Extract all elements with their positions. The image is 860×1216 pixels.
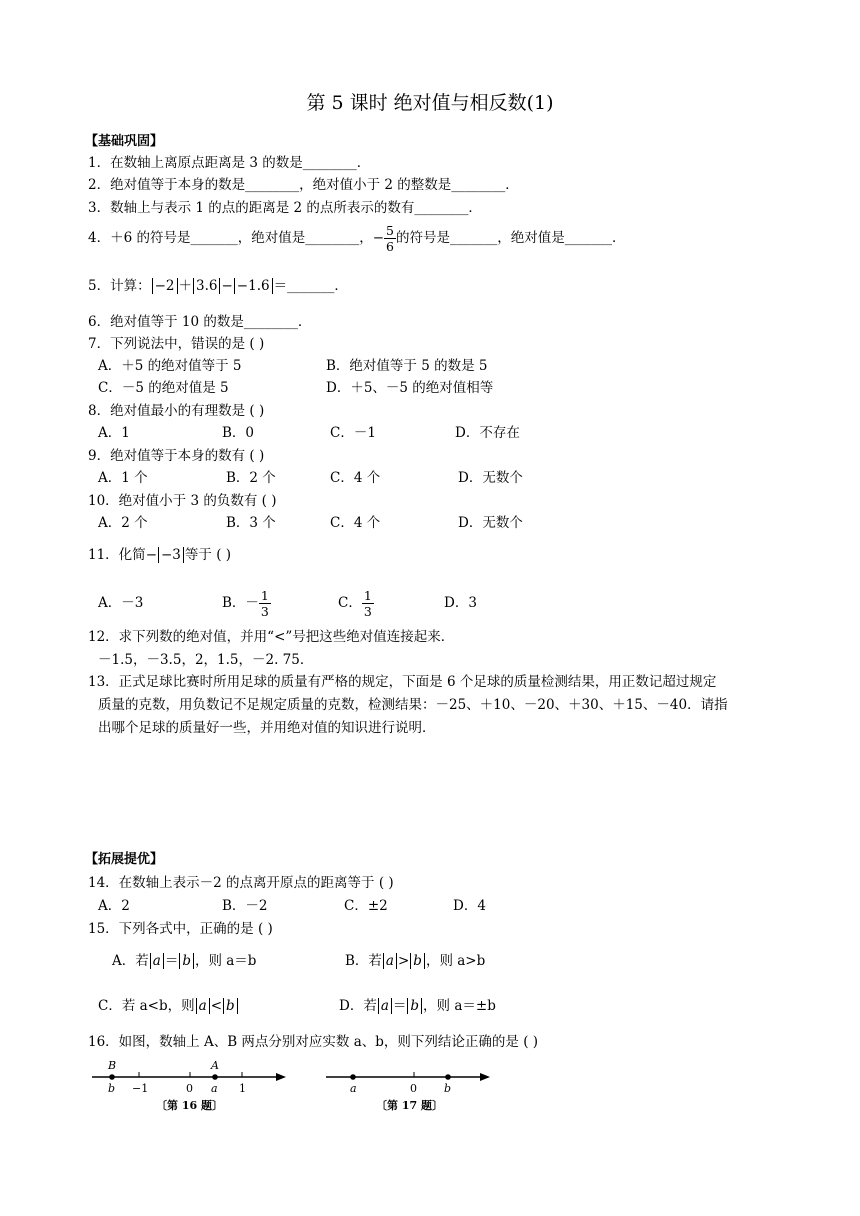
q9-option-b: B．2 个 (226, 470, 276, 486)
q15-c-mid: < (210, 998, 222, 1014)
section-heading-basic: 【基础巩固】 (85, 134, 164, 149)
q11-option-c (338, 584, 374, 622)
q14-option-d: D．4 (453, 898, 486, 914)
q8-option-c: C．－1 (330, 425, 376, 441)
q11-b-num: 1 (260, 588, 269, 603)
q15-d-pre: D．若 (339, 998, 377, 1014)
q15-option-d (339, 997, 496, 1015)
q5-abs-2: 3.6 (193, 278, 220, 294)
q11-prefix: 11．化简 (88, 547, 146, 563)
q11-suffix: 等于 ( ) (184, 547, 232, 563)
question-13-line-3: 出哪个足球的质量好一些，并用绝对值的知识进行说明． (98, 720, 436, 736)
q15-d-abs-b: b (407, 998, 422, 1014)
label-zero: 0 (186, 1082, 193, 1095)
figure-17-caption: 〔第 17 题〕 (376, 1099, 443, 1112)
q15-b-post: ，则 a>b (425, 953, 486, 969)
question-12-line-2: －1.5，－3.5，2，1.5，－2. 75． (98, 652, 314, 668)
q5-abs-3: −1.6 (234, 278, 273, 294)
q11-abs: −3 (158, 547, 184, 563)
q15-c-abs-b: b (223, 998, 238, 1014)
question-10-stem: 10．绝对值小于 3 的负数有 ( ) (88, 493, 277, 509)
q15-option-b (345, 952, 485, 970)
q5-minus: − (221, 278, 233, 294)
question-16-stem: 16．如图，数轴上 A、B 两点分别对应实数 a、b，则下列结论正确的是 ( ) (88, 1034, 539, 1050)
q11-c-den: 3 (363, 604, 372, 619)
q9-option-d: D．无数个 (458, 470, 523, 486)
question-7-stem: 7．下列说法中，错误的是 ( ) (88, 336, 265, 352)
q10-option-b: B．3 个 (226, 515, 276, 531)
section-heading-extension: 【拓展提优】 (85, 852, 164, 867)
question-9-stem: 9．绝对值等于本身的数有 ( ) (88, 448, 265, 464)
q7-option-a: A．＋5 的绝对值等于 5 (98, 358, 242, 374)
q11-neg: − (145, 547, 157, 563)
q9-option-a: A．1 个 (98, 470, 148, 486)
q15-d-abs-a: a (378, 998, 392, 1014)
label-one: 1 (239, 1082, 246, 1095)
q4-denominator: 6 (386, 239, 394, 254)
q4-text-b: 的符号是_______，绝对值是_______． (396, 230, 626, 246)
q15-a-abs-b: b (179, 953, 194, 969)
q7-option-b: B．绝对值等于 5 的数是 5 (326, 358, 488, 374)
q7-option-d: D．＋5、－5 的绝对值相等 (326, 380, 494, 396)
q8-option-a: A．1 (98, 425, 130, 441)
q11-b-fraction (259, 588, 271, 619)
axis-arrow (480, 1073, 490, 1081)
question-8-stem: 8．绝对值最小的有理数是 ( ) (88, 403, 265, 419)
q14-option-b: B．－2 (222, 898, 268, 914)
point-b (445, 1074, 451, 1080)
axis-arrow (276, 1073, 286, 1081)
question-2: 2．绝对值等于本身的数是________，绝对值小于 2 的整数是________． (88, 177, 519, 193)
q10-option-d: D．无数个 (458, 515, 523, 531)
q15-b-pre: B．若 (345, 953, 382, 969)
label-A: A (211, 1059, 219, 1072)
q8-option-b: B．0 (222, 425, 255, 441)
label-zero: 0 (410, 1082, 417, 1095)
question-6: 6．绝对值等于 10 的数是________． (88, 314, 312, 330)
q15-d-post: ，则 a＝±b (423, 998, 496, 1014)
q15-c-pre: C．若 a<b，则 (98, 998, 195, 1014)
q15-a-mid: ＝ (164, 953, 179, 969)
point-b (109, 1074, 115, 1080)
q4-minus: − (372, 230, 385, 246)
q5-prefix: 5．计算： (88, 278, 151, 294)
q15-option-a (112, 952, 256, 970)
question-3: 3．数轴上与表示 1 的点的距离是 2 的点所表示的数有________． (88, 200, 482, 216)
q4-numerator: 5 (386, 223, 394, 238)
figure-16-caption: 〔第 16 题〕 (156, 1099, 223, 1112)
q5-plus: ＋ (178, 278, 192, 294)
q10-option-c: C．4 个 (330, 515, 381, 531)
label-b: b (108, 1082, 116, 1095)
q7-option-c: C．－5 的绝对值是 5 (98, 380, 229, 396)
q14-option-a: A．2 (98, 898, 130, 914)
label-a: a (350, 1082, 357, 1095)
q11-c-num: 1 (363, 588, 372, 603)
q11-option-d: D．3 (444, 595, 477, 611)
q11-option-b (222, 584, 271, 622)
question-4 (88, 223, 626, 254)
page-title: 第 5 课时 绝对值与相反数(1) (306, 92, 554, 114)
question-12-line-1: 12．求下列数的绝对值，并用“<”号把这些绝对值连接起来． (88, 629, 455, 645)
q8-option-d: D．不存在 (455, 425, 520, 441)
point-a (212, 1074, 218, 1080)
q15-option-c (98, 997, 239, 1015)
q4-fraction (384, 223, 396, 254)
question-13-line-2: 质量的克数，用负数记不足规定质量的克数，检测结果：－25、＋10、－20、＋30、＋15、－40．请指 (98, 697, 728, 713)
label-a: a (211, 1082, 218, 1095)
q15-b-abs-b: b (410, 953, 425, 969)
q15-b-mid: > (397, 953, 410, 969)
label-b: b (444, 1082, 452, 1095)
q15-a-post: ，则 a＝b (194, 953, 257, 969)
q14-option-c: C．±2 (344, 898, 388, 914)
q9-option-c: C．4 个 (330, 470, 381, 486)
q11-b-label: B．－ (222, 595, 259, 611)
q11-b-den: 3 (260, 604, 269, 619)
question-15-stem: 15．下列各式中，正确的是 ( ) (88, 921, 273, 937)
figure-16-number-line (88, 1058, 293, 1118)
q5-suffix: ＝_______． (273, 278, 348, 294)
q10-option-a: A．2 个 (98, 515, 148, 531)
q11-c-label: C． (338, 595, 362, 611)
q11-option-a: A．－3 (98, 595, 144, 611)
q5-abs-1: −2 (152, 278, 178, 294)
q11-c-fraction (362, 588, 374, 619)
q15-b-abs-a: a (383, 953, 397, 969)
question-13-line-1: 13．正式足球比赛时所用足球的质量有严格的规定，下面是 6 个足球的质量检测结果，用正数记超过规定 (88, 674, 717, 690)
label-B: B (108, 1059, 117, 1072)
point-a (350, 1074, 356, 1080)
question-5 (88, 277, 348, 295)
q4-text-a: 4．＋6 的符号是_______，绝对值是________， (88, 230, 373, 246)
figure-17-number-line (322, 1058, 497, 1118)
q15-c-abs-a: a (196, 998, 210, 1014)
q15-a-pre: A．若 (112, 953, 149, 969)
question-11-stem (88, 546, 231, 564)
q15-d-mid: ＝ (392, 998, 407, 1014)
label-minus-one: −1 (132, 1082, 149, 1095)
question-1: 1．在数轴上离原点距离是 3 的数是________． (88, 155, 371, 171)
q15-a-abs-a: a (150, 953, 164, 969)
question-14-stem: 14．在数轴上表示－2 的点离开原点的距离等于 ( ) (88, 875, 394, 891)
